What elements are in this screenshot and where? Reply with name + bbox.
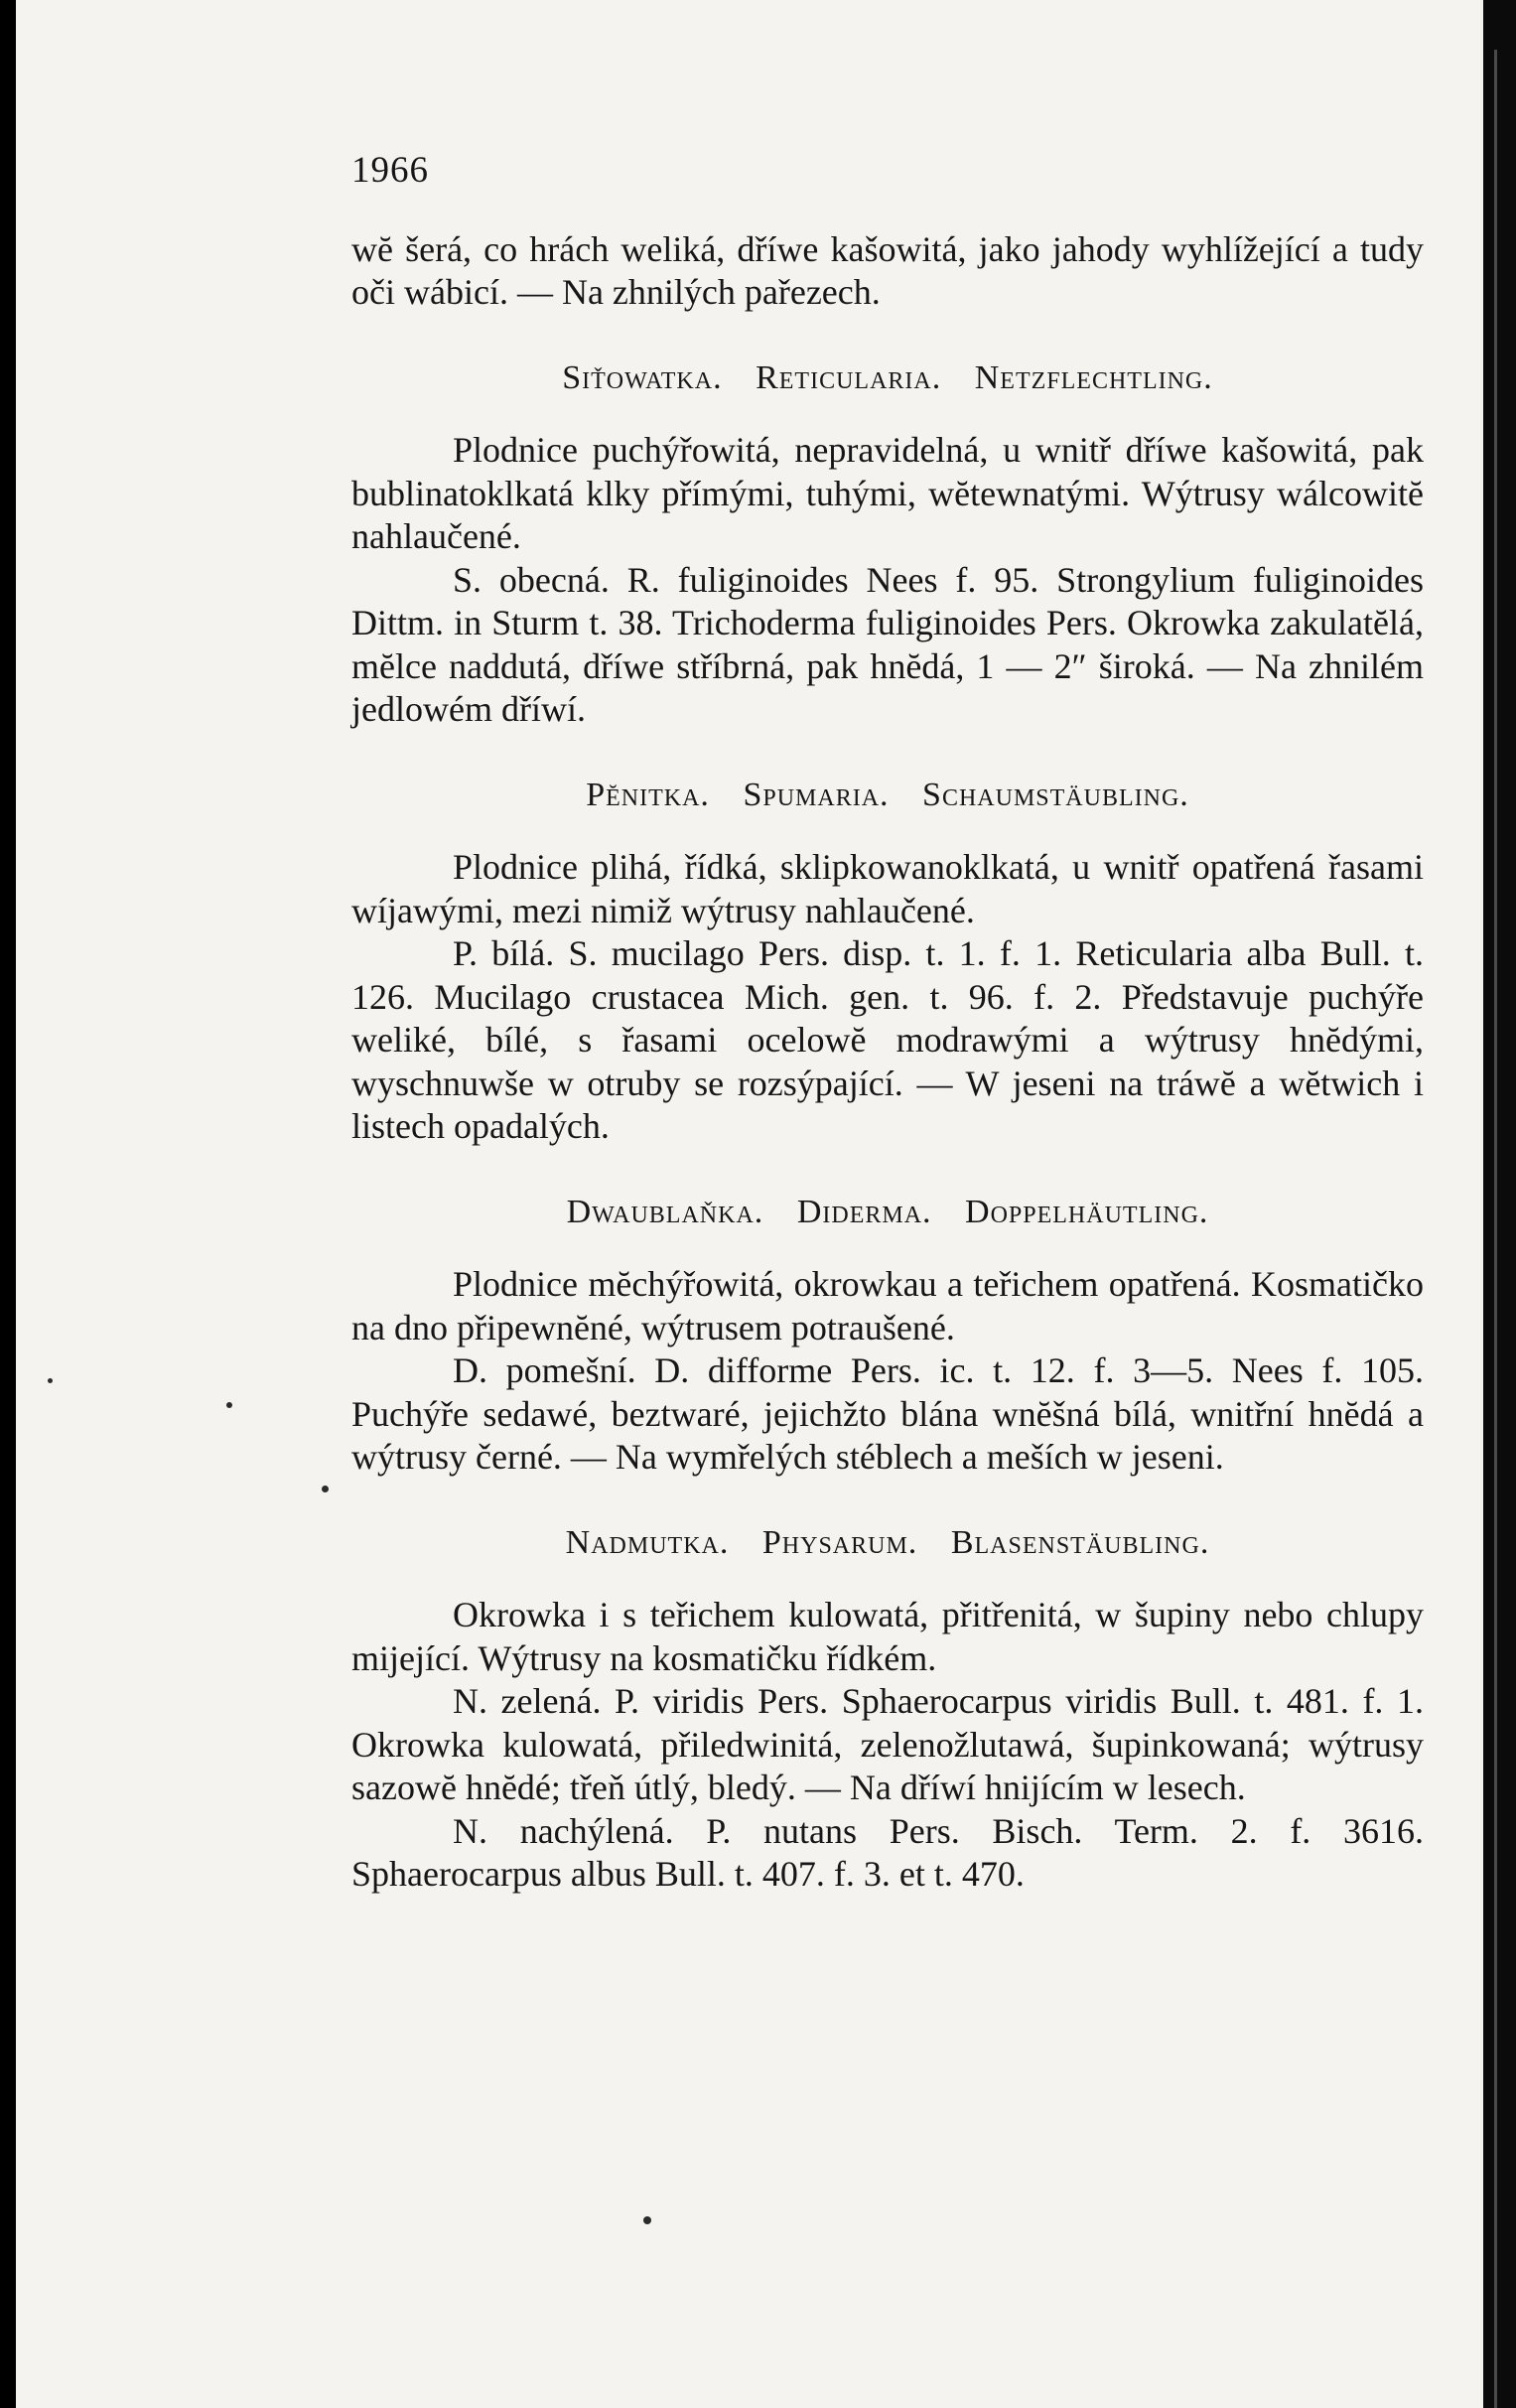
section-heading-spumaria: [351, 774, 1424, 817]
heading-czech: Siťowatka.: [562, 358, 723, 396]
heading-german: Schaumstäubling.: [922, 776, 1189, 813]
heading-czech: Dwaublaňka.: [566, 1193, 764, 1230]
heading-czech: Pĕnitka.: [586, 776, 710, 813]
section-heading-reticularia: [351, 356, 1424, 400]
heading-latin: Reticularia.: [756, 358, 942, 396]
speck: [48, 1378, 53, 1383]
section-heading-diderma: [351, 1191, 1424, 1234]
speck: [322, 1486, 329, 1492]
genus-description: Plodnice plihá, řídká, sklipkowanoklkatá, u wnitř opatřená řasami wíjawými, mezi nimiž wýtrusy nahlaučené.: [351, 847, 1424, 930]
page-text: [351, 149, 1424, 1897]
genus-description: Plodnice puchýřowitá, nepravidelná, u wnitř dříwe kašowitá, pak bublinatoklkatá klky přímými, tuhými, wĕtewnatými. Wýtrusy wálcowitĕ nahlaučené.: [351, 430, 1424, 556]
speck: [643, 2216, 651, 2224]
species-description: P. bílá. S. mucilago Pers. disp. t. 1. f. 1. Reticularia alba Bull. t. 126. Mucilago crustacea Mich. gen. t. 96. f. 2. Představuje puchýře weliké, bílé, s řasami ocelowĕ modrawými a wýtrusy hnĕdými, wyschnuwše w otruby se rozsýpající. — W jeseni na tráwĕ a wĕtwich i listech opadalých.: [351, 933, 1424, 1146]
species-description: N. nachýlená. P. nutans Pers. Bisch. Term. 2. f. 3616. Sphaerocarpus albus Bull. t. 407. f. 3. et t. 470.: [351, 1810, 1424, 1894]
section-heading-physarum: [351, 1521, 1424, 1565]
genus-description: Okrowka i s teřichem kulowatá, přitřenitá, w šupiny nebo chlupy mijející. Wýtrusy na kosmatičku řídkém.: [351, 1595, 1424, 1678]
heading-german: Netzflechtling.: [974, 358, 1213, 396]
page-edge-shadow: [1483, 0, 1516, 2408]
heading-czech: Nadmutka.: [565, 1523, 730, 1561]
page-edge-line: [1494, 50, 1497, 2408]
intro-paragraph: wĕ šerá, co hrách weliká, dříwe kašowitá, jako jahody wyhlížející a tudy oči wábicí. — Na zhnilých pařezech.: [351, 228, 1424, 312]
species-description: S. obecná. R. fuliginoides Nees f. 95. Strongylium fuliginoides Dittm. in Sturm t. 38. Trichoderma fuliginoides Pers. Okrowka zakulatĕlá, mĕlce naddutá, dříwe stříbrná, pak hnĕdá, 1 — 2″ široká. — Na zhnilém jedlowém dříwí.: [351, 559, 1424, 729]
page-number: 1966: [351, 150, 429, 191]
species-description: D. pomešní. D. difforme Pers. ic. t. 12. f. 3—5. Nees f. 105. Puchýře sedawé, beztwaré, jejichžto blána wnĕšná bílá, wnitřní hnĕdá a wýtrusy černé. — Na wymřelých stéblech a meších w jeseni.: [351, 1350, 1424, 1477]
heading-german: Doppelhäutling.: [965, 1193, 1209, 1230]
speck: [226, 1402, 232, 1408]
species-description: N. zelená. P. viridis Pers. Sphaerocarpus viridis Bull. t. 481. f. 1. Okrowka kulowatá, přiledwinitá, zelenožlutawá, šupinkowaná; wýtrusy sazowĕ hnĕdé; třeň útlý, bledý. — Na dříwí hnijícím w lesech.: [351, 1681, 1424, 1807]
heading-latin: Physarum.: [761, 1523, 918, 1561]
heading-german: Blasenstäubling.: [950, 1523, 1210, 1561]
genus-description: Plodnice mĕchýřowitá, okrowkau a teřichem opatřená. Kosmatičko na dno připewnĕné, wýtrusem potraušené.: [351, 1264, 1424, 1347]
heading-latin: Diderma.: [796, 1193, 932, 1230]
heading-latin: Spumaria.: [743, 776, 890, 813]
